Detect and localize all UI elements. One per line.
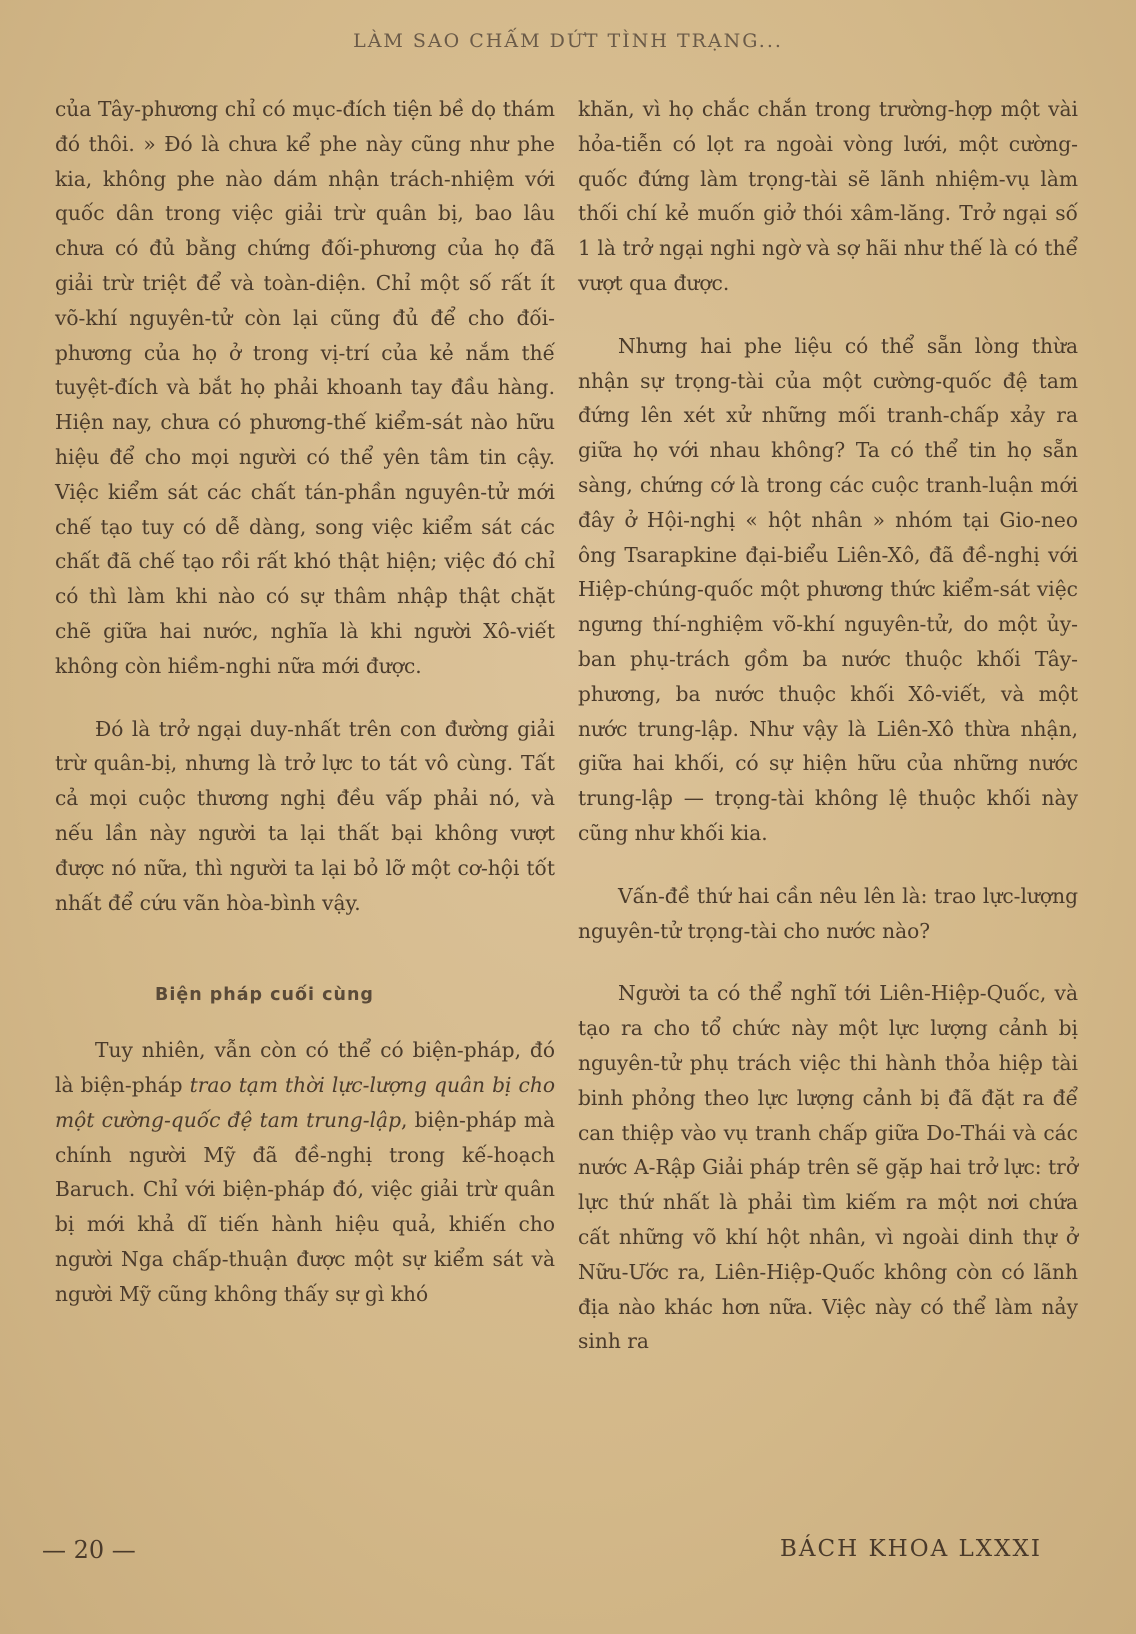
running-header: LÀM SAO CHẤM DỨT TÌNH TRẠNG... (353, 30, 783, 52)
left-column (55, 92, 555, 1340)
publication-title: BÁCH KHOA LXXXI (780, 1536, 1042, 1562)
left-paragraph-2: Đó là trở ngại duy-nhất trên con đường giải trừ quân-bị, nhưng là trở lực to tát vô cùng. Tất cả mọi cuộc thương nghị đều vấp phải nó, và nếu lần này người ta lại thất bại không vượt được nó nữa, thì người ta lại bỏ lỡ một cơ-hội tốt nhất để cứu vãn hòa-bình vậy. (55, 716, 555, 915)
left-paragraph-1: của Tây-phương chỉ có mục-đích tiện bề dọ thám đó thôi. » Đó là chưa kể phe này cũng như phe kia, không phe nào dám nhận trách-nhiệm với quốc dân trong việc giải trừ quân bị, bao lâu chưa có đủ bằng chứng đối-phương của họ đã giải trừ triệt để và toàn-diện. Chỉ một số rất ít võ-khí nguyên-tử còn lại cũng đủ để cho đối-phương của họ ở trong vị-trí của kẻ nắm thế tuyệt-đích và bắt họ phải khoanh tay đầu hàng. Hiện nay, chưa có phương-thế kiểm-sát nào hữu hiệu để cho mọi người có thể yên tâm tin cậy. Việc kiểm sát các chất tán-phần nguyên-tử mới chế tạo tuy có dễ dàng, song việc kiểm sát các chất đã chế tạo rồi rất khó thật hiện; việc đó chỉ có thì làm khi nào có sự thâm nhập thật chặt chẽ giữa hai nước, nghĩa là khi người Xô-viết không còn hiềm-nghi nữa mới được. (55, 97, 555, 678)
left-paragraph-3-end: , biện-pháp mà chính người Mỹ đã đề-nghị trong kế-hoạch Baruch. Chỉ với biện-pháp đó, việc giải trừ quân bị mới khả dĩ tiến hành hiệu quả, khiến cho người Nga chấp-thuận được một sự kiểm sát và người Mỹ cũng không thấy sự gì khó (55, 1107, 556, 1306)
left-paragraph-3-italic: trao tạm thời lực-lượng quân bị cho một cường-quốc đệ tam trung-lập (55, 1072, 555, 1132)
right-paragraph-2: Nhưng hai phe liệu có thể sẵn lòng thừa nhận sự trọng-tài của một cường-quốc đệ tam đứng lên xét xử những mối tranh-chấp xảy ra giữa họ với nhau không? Ta có thể tin họ sẵn sàng, chứng cớ là trong các cuộc tranh-luận mới đây ở Hội-nghị « hột nhân » nhóm tại Gio-neo ông Tsarapkine đại-biểu Liên-Xô, đã đề-nghị với Hiệp-chúng-quốc một phương thức kiểm-sát việc ngưng thí-nghiệm võ-khí nguyên-tử, do một ủy-ban phụ-trách gồm ba nước thuộc khối Tây-phương, ba nước thuộc khối Xô-viết, và một nước trung-lập. Như vậy là Liên-Xô thừa nhận, giữa hai khối, có sự hiện hữu của những nước trung-lập — trọng-tài không lệ thuộc khối này cũng như khối kia. (578, 333, 1078, 845)
left-paragraph-3-start: Tuy nhiên, vẫn còn có thể có biện-pháp, đó là biện-pháp (55, 1038, 555, 1097)
right-paragraph-4: Người ta có thể nghĩ tới Liên-Hiệp-Quốc, và tạo ra cho tổ chức này một lực lượng cảnh bị nguyên-tử phụ trách việc thi hành thỏa hiệp tài binh phỏng theo lực lượng cảnh bị đã đặt ra để can thiệp vào vụ tranh chấp giữa Do-Thái và các nước A-Rập Giải pháp trên sẽ gặp hai trở lực: trở lực thứ nhất là phải tìm kiếm ra một nơi chứa cất những võ khí hột nhân, vì ngoài dinh thự ở Nữu-Ước ra, Liên-Hiệp-Quốc không còn có lãnh địa nào khác hơn nữa. Việc này có thể làm nảy sinh ra (578, 981, 1078, 1354)
left-paragraph-3 (55, 1033, 555, 1311)
page-number: — 20 — (42, 1536, 136, 1564)
section-heading: Biện pháp cuối cùng (155, 985, 374, 1006)
right-paragraph-3: Vấn-đề thứ hai cần nêu lên là: trao lực-lượng nguyên-tử trọng-tài cho nước nào? (578, 883, 1078, 943)
right-paragraph-1: khăn, vì họ chắc chắn trong trường-hợp một vài hỏa-tiễn có lọt ra ngoài vòng lưới, một cường-quốc đứng làm trọng-tài sẽ lãnh nhiệm-vụ làm thối chí kẻ muốn giở thói xâm-lăng. Trở ngại số 1 là trở ngại nghi ngờ và sợ hãi như thế là có thể vượt qua được. (578, 97, 1078, 295)
right-column (578, 92, 1078, 1387)
